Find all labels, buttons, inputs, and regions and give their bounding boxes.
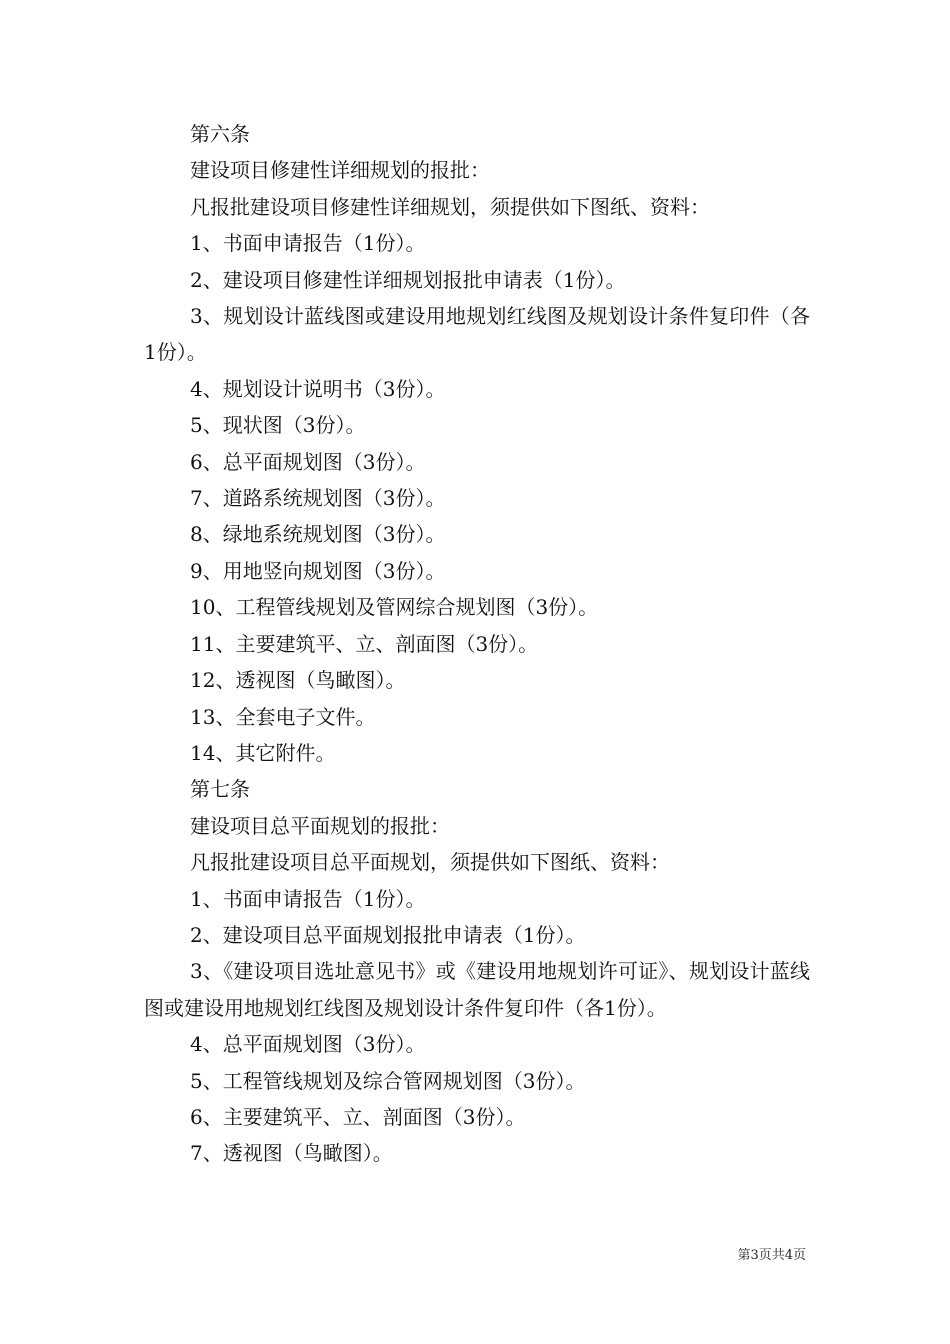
list-item: 11、主要建筑平、立、剖面图（3份）。 (190, 631, 539, 656)
list-item: 1、书面申请报告（1份）。 (190, 231, 426, 256)
list-item: 4、规划设计说明书（3份）。 (190, 376, 446, 401)
list-item: 7、道路系统规划图（3份）。 (190, 486, 446, 511)
section-intro: 凡报批建设项目修建性详细规划，须提供如下图纸、资料： (190, 194, 710, 219)
list-item: 2、建设项目总平面规划报批申请表（1份）。 (190, 922, 586, 947)
list-item: 4、总平面规划图（3份）。 (190, 1032, 426, 1057)
list-item: 12、透视图（鸟瞰图）。 (190, 668, 406, 693)
section-intro: 凡报批建设项目总平面规划，须提供如下图纸、资料： (190, 850, 670, 875)
list-item: 9、用地竖向规划图（3份）。 (190, 558, 446, 583)
document-body (144, 116, 810, 1172)
list-item: 6、总平面规划图（3份）。 (190, 449, 426, 474)
page-number: 第3页共4页 (737, 1248, 806, 1263)
section-title: 建设项目总平面规划的报批： (190, 813, 450, 838)
list-item: 5、工程管线规划及综合管网规划图（3份）。 (190, 1068, 586, 1093)
list-item: 3、《建设项目选址意见书》或《建设用地规划许可证》、规划设计蓝线图或建设用地规划红线图及规划设计条件复印件（各1份）。 (144, 959, 810, 1020)
article-heading: 第七条 (190, 777, 250, 802)
list-item: 8、绿地系统规划图（3份）。 (190, 522, 446, 547)
list-item: 1、书面申请报告（1份）。 (190, 886, 426, 911)
list-item: 3、规划设计蓝线图或建设用地规划红线图及规划设计条件复印件（各1份）。 (144, 304, 810, 365)
list-item: 5、现状图（3份）。 (190, 413, 366, 438)
list-item: 14、其它附件。 (190, 740, 336, 765)
article-heading: 第六条 (190, 122, 250, 146)
section-title: 建设项目修建性详细规划的报批： (190, 158, 490, 183)
list-item: 13、全套电子文件。 (190, 704, 376, 729)
list-item: 6、主要建筑平、立、剖面图（3份）。 (190, 1104, 526, 1129)
list-item: 7、透视图（鸟瞰图）。 (190, 1141, 393, 1166)
list-item: 2、建设项目修建性详细规划报批申请表（1份）。 (190, 267, 626, 292)
list-item: 10、工程管线规划及管网综合规划图（3份）。 (190, 595, 599, 620)
